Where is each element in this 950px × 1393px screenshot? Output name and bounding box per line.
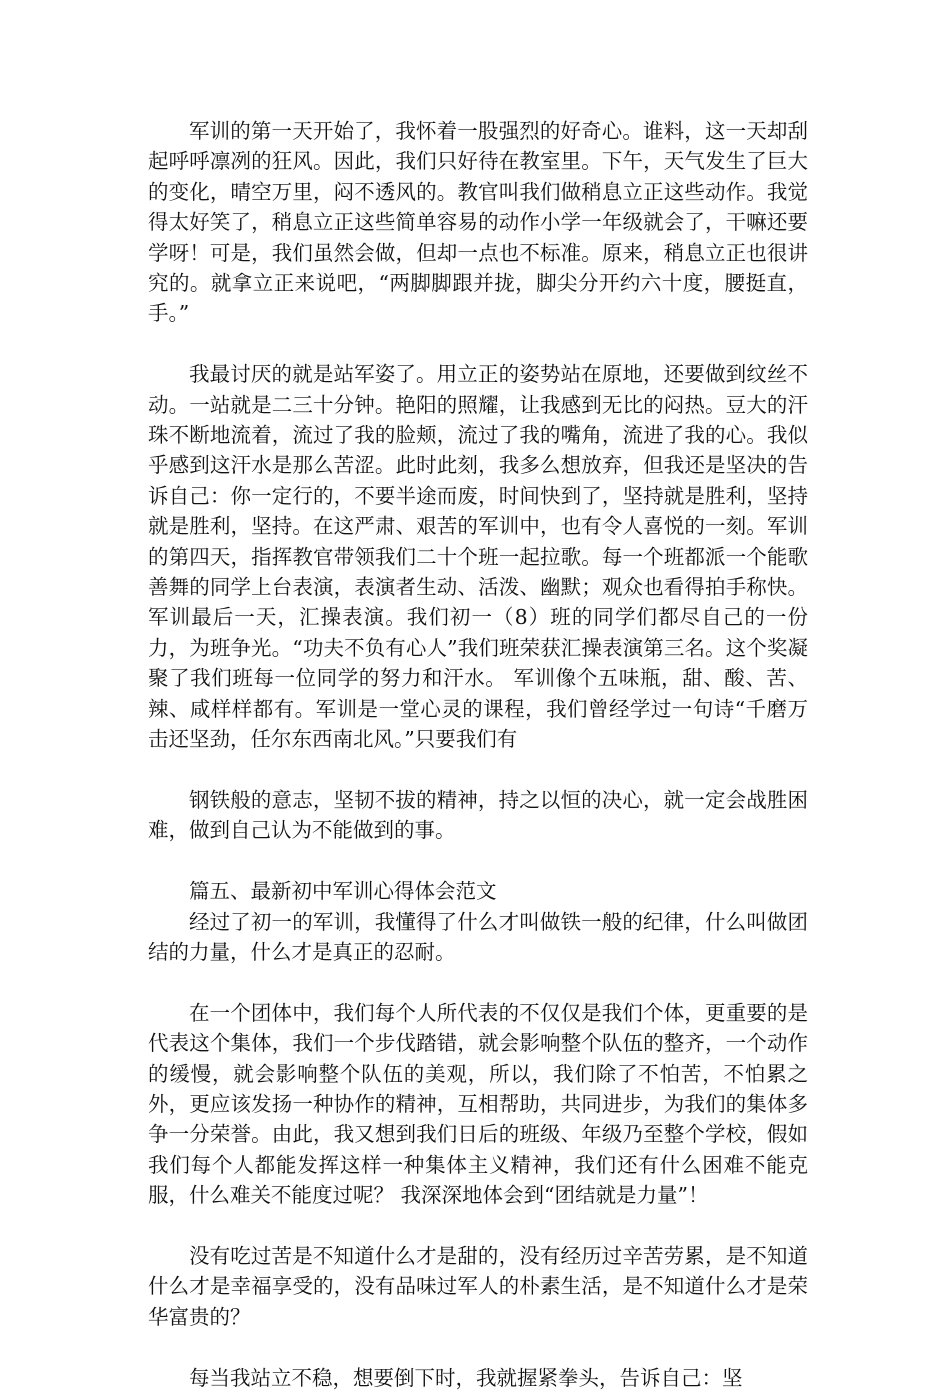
paragraph-iron-will: 钢铁般的意志，坚韧不拔的精神，持之以恒的决心，就一定会战胜困难，做到自己认为不能做到的事。 bbox=[148, 787, 808, 843]
section-heading: 篇五、最新初中军训心得体会范文 bbox=[189, 879, 497, 904]
paragraph-first-day: 军训的第一天开始了，我怀着一股强烈的好奇心。谁料，这一天却刮起呼呼凛冽的狂风。因此，我们只好待在教室里。下午，天气发生了巨大的变化，晴空万里，闷不透风的。教官叫我们做稍息立正这些动作。我觉得太好笑了，稍息立正这些简单容易的动作小学一年级就会了，干嘛还要学呀！可是，我们虽然会做，但却一点也不标准。原来，稍息立正也很讲究的。就拿立正来说吧，“两脚脚跟并拢，脚尖分开约六十度，腰挺直，手。” bbox=[148, 119, 808, 326]
paragraph-hardship: 没有吃过苦是不知道什么才是甜的，没有经历过辛苦劳累，是不知道什么才是幸福享受的，没有品味过军人的朴素生活，是不知道什么才是荣华富贵的？ bbox=[148, 1243, 808, 1329]
paragraph-persistence: 每当我站立不稳，想要倒下时，我就握紧拳头，告诉自己：坚 bbox=[189, 1365, 743, 1390]
paragraph-team-unity: 在一个团体中，我们每个人所代表的不仅仅是我们个体，更重要的是代表这个集体，我们一个步伐踏错，就会影响整个队伍的整齐，一个动作的缓慢，就会影响整个队伍的美观，所以，我们除了不怕苦，不怕累之外，更应该发扬一种协作的精神，互相帮助，共同进步，为我们的集体多争一分荣誉。由此，我又想到我们日后的班级、年级乃至整个学校，假如我们每个人都能发挥这样一种集体主义精神，我们还有什么困难不能克服，什么难关不能度过呢？ 我深深地体会到“团结就是力量”！ bbox=[148, 1000, 808, 1208]
paragraph-discipline: 经过了初一的军训，我懂得了什么才叫做铁一般的纪律，什么叫做团结的力量，什么才是真正的忍耐。 bbox=[148, 909, 808, 964]
paragraph-standing-at-attention: 我最讨厌的就是站军姿了。用立正的姿势站在原地，还要做到纹丝不动。一站就是二三十分钟。艳阳的照耀，让我感到无比的闷热。豆大的汗珠不断地流着，流过了我的脸颊，流过了我的嘴角，流进了我的心。我似乎感到这汗水是那么苦涩。此时此刻，我多么想放弃，但我还是坚决的告诉自己：你一定行的，不要半途而废，时间快到了，坚持就是胜利，坚持就是胜利，坚持。在这严肃、艰苦的军训中，也有令人喜悦的一刻。军训的第四天，指挥教官带领我们二十个班一起拉歌。每一个班都派一个能歌善舞的同学上台表演，表演者生动、活泼、幽默；观众也看得拍手称快。军训最后一天，汇操表演。我们初一（8）班的同学们都尽自己的一份力，为班争光。“功夫不负有心人”我们班荣获汇操表演第三名。这个奖凝聚了我们班每一位同学的努力和汗水。 军训像个五味瓶，甜、酸、苦、辣、咸样样都有。军训是一堂心灵的课程，我们曾经学过一句诗“千磨万击还坚劲，任尔东西南北风。”只要我们有 bbox=[148, 362, 808, 752]
document-page bbox=[148, 116, 808, 1393]
